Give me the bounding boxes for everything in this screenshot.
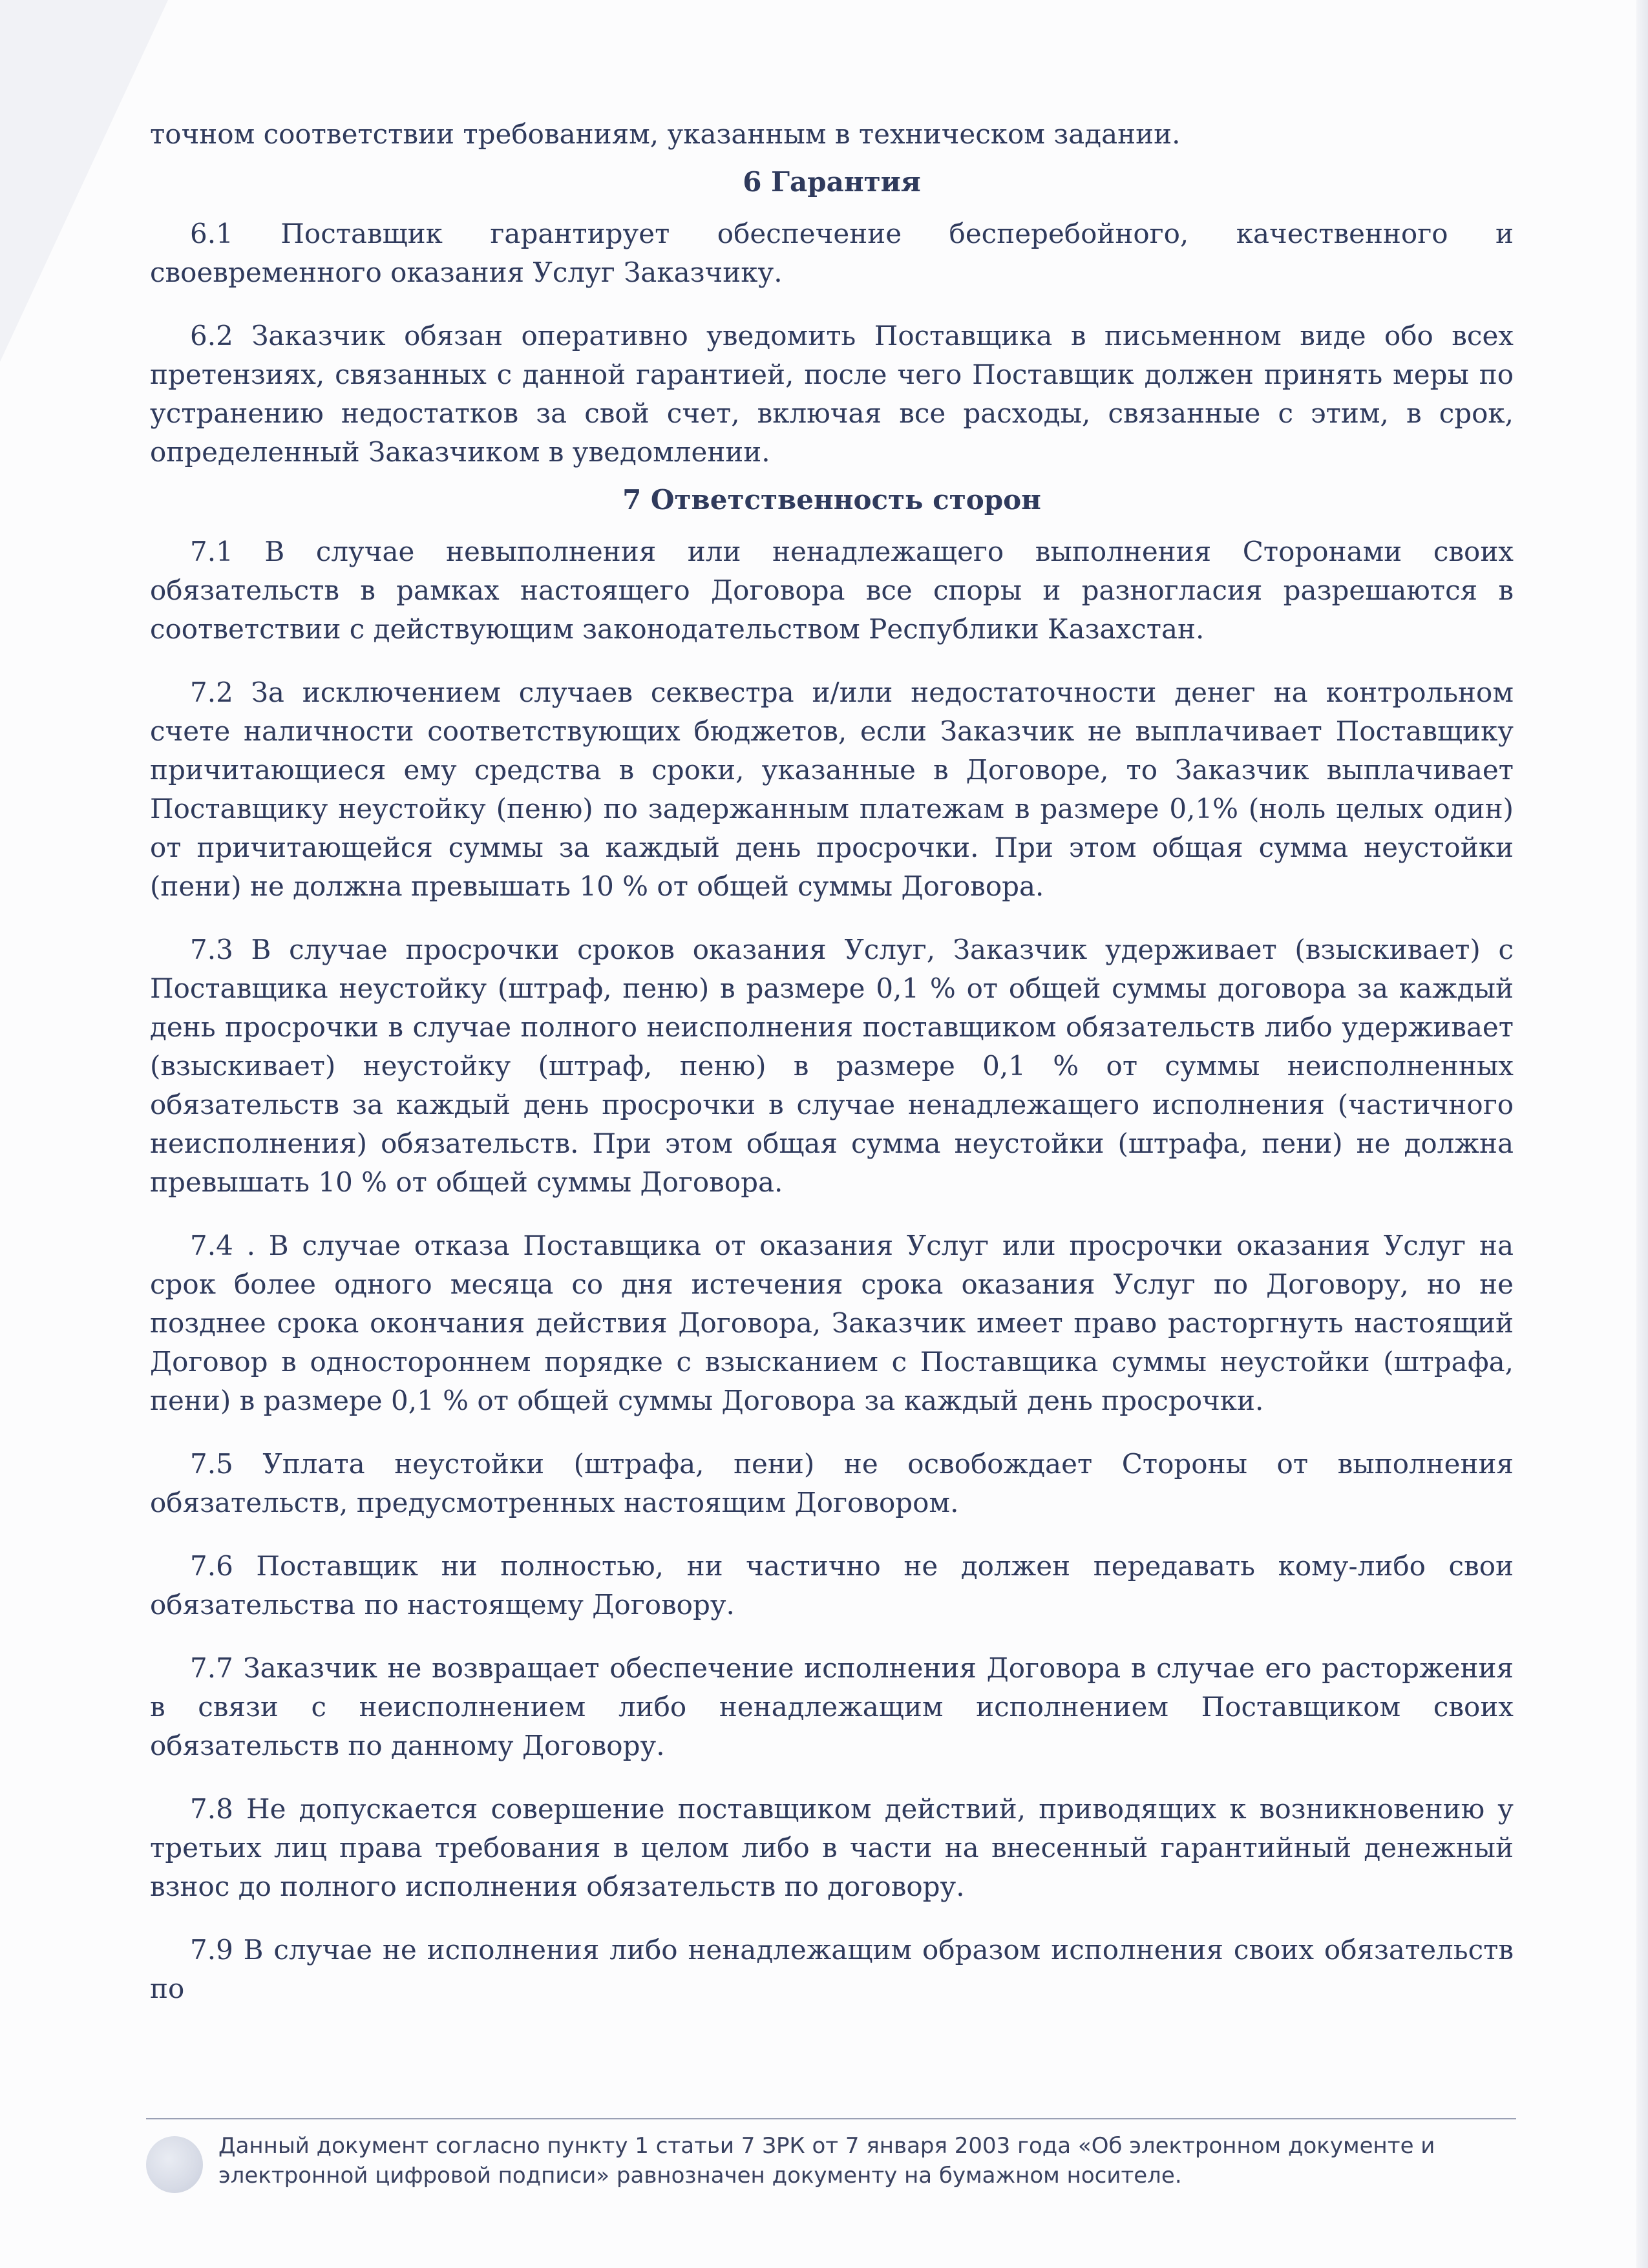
e-document-footer bbox=[146, 2118, 1516, 2203]
clause-7-7: 7.7 Заказчик не возвращает обеспечение исполнения Договора в случае его расторжения в связи с неисполнением либо ненадлежащим исполнением Поставщиком своих обязательств по данному Договору. bbox=[150, 1652, 1514, 1761]
intro-line: точном соответствии требованиям, указанным в техническом задании. bbox=[150, 118, 1181, 150]
footer-text bbox=[218, 2131, 1511, 2190]
clause-6-2: 6.2 Заказчик обязан оперативно уведомить Поставщика в письменном виде обо всех претензиях, связанных с данной гарантией, после чего Поставщик должен принять меры по устранению недостатков за свой счет, включая все расходы, связанные с этим, в срок, определенный Заказчиком в уведомлении. bbox=[150, 320, 1514, 468]
footer-line-2: электронной цифровой подписи» равнозначен документу на бумажном носителе. bbox=[218, 2163, 1182, 2189]
seal-icon bbox=[146, 2136, 203, 2193]
section-7-heading: 7 Ответственность сторон bbox=[622, 484, 1041, 516]
clause-7-6: 7.6 Поставщик ни полностью, ни частично не должен передавать кому-либо свои обязательства по настоящему Договору. bbox=[150, 1550, 1514, 1621]
clause-7-8: 7.8 Не допускается совершение поставщиком действий, приводящих к возникновению у третьих лиц права требования в целом либо в части на внесенный гарантийный денежный взнос до полного исполнения обязательств по договору. bbox=[150, 1793, 1514, 1902]
section-6-heading: 6 Гарантия bbox=[743, 166, 921, 198]
clause-6-1: 6.1 Поставщик гарантирует обеспечение бесперебойного, качественного и своевременного оказания Услуг Заказчику. bbox=[150, 218, 1514, 288]
clause-7-4: 7.4 . В случае отказа Поставщика от оказания Услуг или просрочки оказания Услуг на срок более одного месяца со дня истечения срока оказания Услуг по Договору, но не позднее срока окончания действия Договора, Заказчик имеет право расторгнуть настоящий Договор в одностороннем порядке с взысканием с Поставщика суммы неустойки (штрафа, пени) в размере 0,1 % от общей суммы Договора за каждый день просрочки. bbox=[150, 1230, 1514, 1416]
page-edge-shadow bbox=[1636, 0, 1648, 2268]
clause-7-5: 7.5 Уплата неустойки (штрафа, пени) не освобождает Стороны от выполнения обязательств, предусмотренных настоящим Договором. bbox=[150, 1448, 1514, 1518]
clause-7-3: 7.3 В случае просрочки сроков оказания Услуг, Заказчик удерживает (взыскивает) с Поставщика неустойку (штраф, пеню) в размере 0,1 % от общей суммы договора за каждый день просрочки в случае полного неисполнения поставщиком обязательств либо удерживает (взыскивает) неустойку (штраф, пеню) в размере 0,1 % от суммы неисполненных обязательств за каждый день просрочки в случае ненадлежащего исполнения (частичного неисполнения) обязательств. При этом общая сумма неустойки (штрафа, пени) не должна превышать 10 % от общей суммы Договора. bbox=[150, 934, 1514, 1198]
footer-line-1: Данный документ согласно пункту 1 статьи 7 ЗРК от 7 января 2003 года «Об электронном документе и bbox=[218, 2133, 1435, 2159]
clause-7-2: 7.2 За исключением случаев секвестра и/или недостаточности денег на контрольном счете наличности соответствующих бюджетов, если Заказчик не выплачивает Поставщику причитающиеся ему средства в сроки, указанные в Договоре, то Заказчик выплачивает Поставщику неустойку (пеню) по задержанным платежам в размере 0,1% (ноль целых один) от причитающейся суммы за каждый день просрочки. При этом общая сумма неустойки (пени) не должна превышать 10 % от общей суммы Договора. bbox=[150, 677, 1514, 902]
clause-7-9: 7.9 В случае не исполнения либо ненадлежащим образом исполнения своих обязательств по bbox=[150, 1934, 1514, 2004]
folded-corner bbox=[0, 0, 168, 362]
document-body bbox=[150, 115, 1514, 2008]
clause-7-1: 7.1 В случае невыполнения или ненадлежащего выполнения Сторонами своих обязательств в рамках настоящего Договора все споры и разногласия разрешаются в соответствии с действующим законодательством Республики Казахстан. bbox=[150, 536, 1514, 645]
